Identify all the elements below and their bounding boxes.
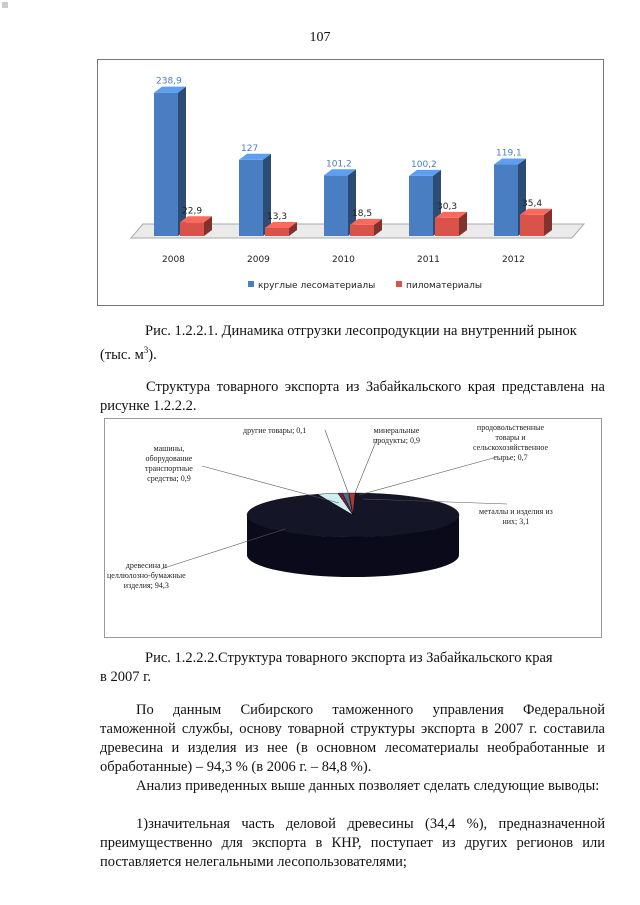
legend-swatch-1 <box>396 281 402 287</box>
figure-2-caption-line-2: в 2007 г. <box>100 669 152 685</box>
data-label-2012-1: 35,4 <box>522 198 543 209</box>
x-tick-label-2012: 2012 <box>502 255 525 265</box>
data-label-2011-1: 30,3 <box>437 201 458 212</box>
pie-label-wood: древесина и целлюлозно-бумажные изделия; 94,3 <box>107 561 186 590</box>
pie-label-mineral: минеральные продукты; 0,9 <box>373 426 420 445</box>
bar-chart <box>98 60 603 305</box>
figure-1-caption-line-2: (тыс. $м^3$). <box>100 345 157 363</box>
paragraph-3: 1)значительная часть деловой древесины (34,4 %), предназначенной преимущественно для экспорта в КНР, поступает из других регионов или поставляется нелегальными лесопользователями; <box>100 816 605 870</box>
x-tick-label-2008: 2008 <box>162 255 185 265</box>
pie-label-other: другие товары; 0,1 <box>243 426 307 435</box>
bar-2009-1 <box>265 228 289 236</box>
bar-2011-1 <box>435 218 459 236</box>
data-label-2012-0: 119,1 <box>496 148 522 159</box>
bar-2010-0 <box>324 175 348 236</box>
x-tick-label-2011: 2011 <box>417 255 440 265</box>
bar-2009-0 <box>239 160 263 236</box>
page-number: 107 <box>309 30 331 45</box>
bar-2011-0 <box>409 176 433 236</box>
legend-swatch-0 <box>248 281 254 287</box>
scan-corner-mark <box>2 2 8 8</box>
bar-2008-1 <box>180 222 204 236</box>
data-label-2010-0: 101,2 <box>326 159 352 170</box>
leader-line-2 <box>325 430 349 495</box>
data-label-2011-0: 100,2 <box>411 159 437 170</box>
leader-line-1 <box>202 466 339 503</box>
data-label-2009-0: 127 <box>241 143 259 154</box>
legend-label-0: круглые лесоматериалы <box>258 281 376 291</box>
x-tick-label-2009: 2009 <box>247 255 270 265</box>
bar-chart-frame <box>97 59 604 306</box>
data-label-2008-0: 238,9 <box>156 76 182 87</box>
data-label-2008-1: 22,9 <box>182 206 203 217</box>
figure-2-caption-line-1: Рис. 1.2.2.2.Структура товарного экспорта из Забайкальского края <box>145 650 553 666</box>
paragraph-intro: Структура товарного экспорта из Забайкальского края представлена на рисунке 1.2.2.2. <box>100 379 605 414</box>
bar-2008-0 <box>154 93 178 236</box>
bar-2012-0 <box>494 165 518 236</box>
paragraph-2: Анализ приведенных выше данных позволяет сделать следующие выводы: <box>136 778 600 794</box>
figure-1-caption-line-1: Рис. 1.2.2.1. Динамика отгрузки лесопродукции на внутренний рынок <box>145 323 577 339</box>
bar-2012-1 <box>520 215 544 236</box>
paragraph-1: По данным Сибирского таможенного управления Федеральной таможенной службы, основу товарной структуры экспорта в 2007 г. составила древесина и изделия из нее (в основном лесоматериалы необработанные и обработанные) – 94,3 % (в 2006 г. – 84,8 %). <box>100 702 605 775</box>
legend-label-1: пиломатериалы <box>406 281 483 291</box>
data-label-2009-1: 13,3 <box>267 212 288 223</box>
data-label-2010-1: 18,5 <box>352 208 373 219</box>
x-tick-label-2010: 2010 <box>332 255 355 265</box>
pie-label-food: продовольственные товары и сельскохозяйственное сырье; 0,7 <box>473 423 549 462</box>
leader-line-3 <box>355 439 377 493</box>
bar-2010-1 <box>350 225 374 236</box>
pie-chart-frame <box>104 418 602 638</box>
pie-label-metals: металлы и изделия из них; 3,1 <box>479 507 553 526</box>
bar-side-2009-0 <box>263 154 271 236</box>
pie-label-machines: машины, оборудование транспортные средства; 0,9 <box>145 444 193 483</box>
